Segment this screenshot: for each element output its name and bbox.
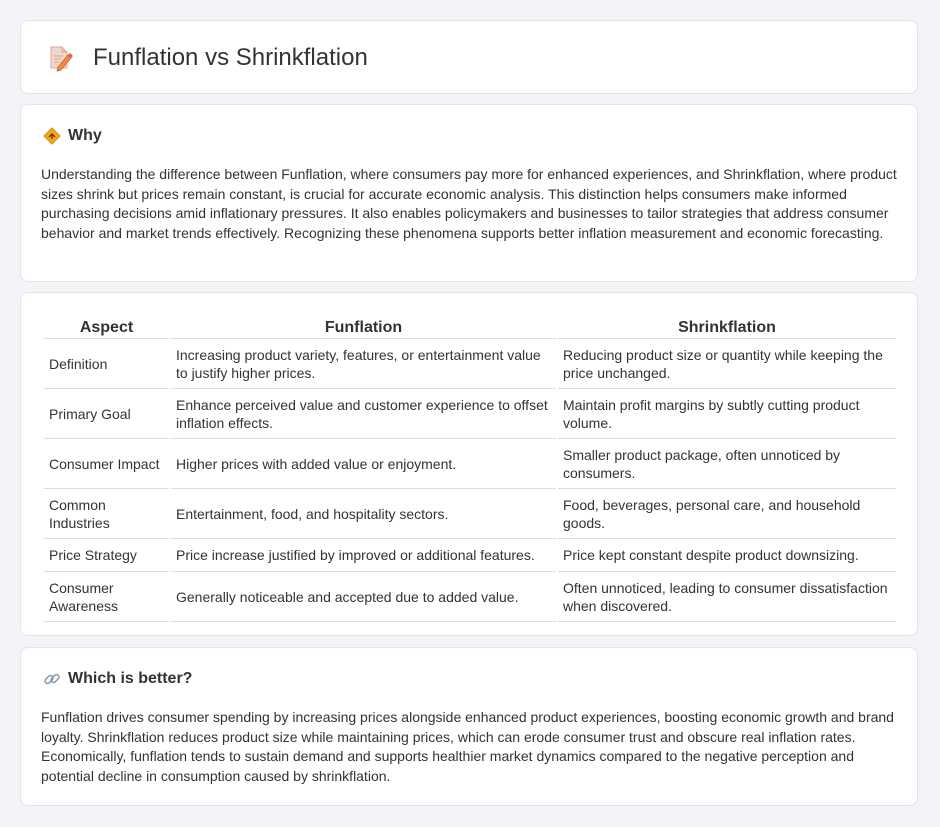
- row-shrinkflation: Smaller product package, often unnoticed by consumers.: [558, 441, 896, 489]
- row-funflation: Increasing product variety, features, or entertainment value to justify higher prices.: [171, 341, 556, 389]
- comparison-card: [20, 292, 918, 636]
- title-card: [20, 20, 918, 94]
- why-card: [20, 104, 918, 282]
- row-aspect: Primary Goal: [44, 391, 169, 439]
- why-heading: Why: [68, 127, 102, 144]
- title-row: [47, 43, 368, 73]
- row-funflation: Higher prices with added value or enjoyment.: [171, 441, 556, 489]
- row-funflation: Entertainment, food, and hospitality sectors.: [171, 491, 556, 539]
- row-aspect: Consumer Awareness: [44, 574, 169, 622]
- row-aspect: Price Strategy: [44, 541, 169, 572]
- row-shrinkflation: Food, beverages, personal care, and household goods.: [558, 491, 896, 539]
- row-shrinkflation: Maintain profit margins by subtly cutting product volume.: [558, 391, 896, 439]
- comparison-table: [42, 316, 898, 624]
- row-shrinkflation: Price kept constant despite product downsizing.: [558, 541, 896, 572]
- header-funflation: Funflation: [171, 318, 556, 339]
- row-funflation: Enhance perceived value and customer experience to offset inflation effects.: [171, 391, 556, 439]
- why-heading-row: [43, 127, 102, 145]
- document-pencil-icon: [47, 44, 73, 72]
- row-shrinkflation: Reducing product size or quantity while keeping the price unchanged.: [558, 341, 896, 389]
- row-funflation: Generally noticeable and accepted due to added value.: [171, 574, 556, 622]
- better-text: Funflation drives consumer spending by increasing prices alongside enhanced product experiences, boosting economic growth and brand loyalty. Shrinkflation reduces product size while maintaining prices, which can erode consumer trust and obscure real inflation rates. Economically, funflation tends to sustain demand and supports healthier market dynamics compared to the negative perception and potential decline in consumption caused by shrinkflation.: [41, 709, 894, 784]
- better-heading-row: [43, 670, 192, 688]
- table-row: [44, 341, 896, 389]
- table-row: [44, 491, 896, 539]
- better-heading: Which is better?: [68, 670, 193, 687]
- header-aspect: Aspect: [44, 318, 169, 339]
- row-funflation: Price increase justified by improved or additional features.: [171, 541, 556, 572]
- row-shrinkflation: Often unnoticed, leading to consumer dissatisfaction when discovered.: [558, 574, 896, 622]
- table-row: [44, 574, 896, 622]
- row-aspect: Consumer Impact: [44, 441, 169, 489]
- row-aspect: Definition: [44, 341, 169, 389]
- which-better-card: [20, 647, 918, 806]
- header-shrinkflation: Shrinkflation: [558, 318, 896, 339]
- why-text: Understanding the difference between Funflation, where consumers pay more for enhanced experiences, and Shrinkflation, where product sizes shrink but prices remain constant, is crucial for accurate economic analysis. This distinction helps consumers make informed purchasing decisions amid inflationary pressures. It also enables policymakers and businesses to tailor strategies that address consumer behavior and market trends effectively. Recognizing these phenomena supports better inflation measurement and economic forecasting.: [41, 166, 897, 241]
- row-aspect: Common Industries: [44, 491, 169, 539]
- table-header-row: [44, 318, 896, 339]
- link-icon: [43, 670, 61, 688]
- table-row: [44, 541, 896, 572]
- table-row: [44, 391, 896, 439]
- table-row: [44, 441, 896, 489]
- page-title: Funflation vs Shrinkflation: [93, 44, 368, 71]
- diamond-sign-icon: [43, 127, 61, 145]
